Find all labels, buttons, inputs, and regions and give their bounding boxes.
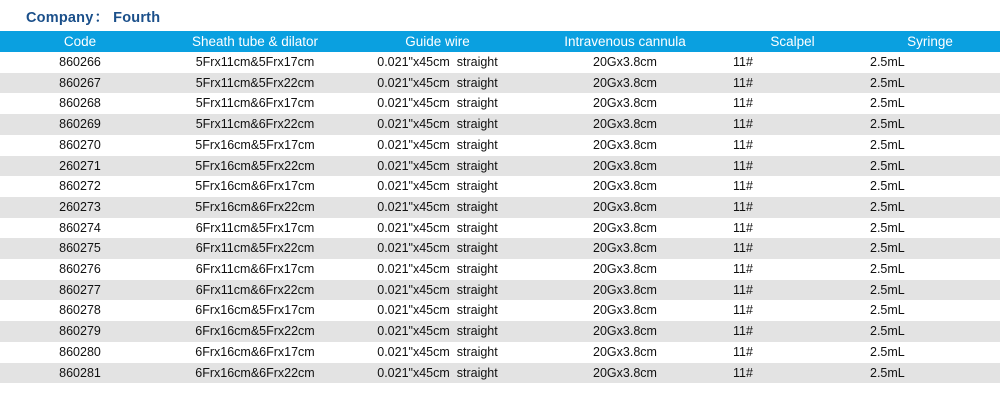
cell-syringe: 2.5mL (860, 280, 1000, 301)
table-row (0, 156, 1000, 177)
table-row (0, 259, 1000, 280)
cell-syringe: 2.5mL (860, 135, 1000, 156)
table-row (0, 73, 1000, 94)
cell-code: 860272 (0, 176, 160, 197)
cell-scalpel: 11# (725, 238, 860, 259)
cell-sheath-tube-dilator: 6Frx11cm&6Frx22cm (160, 280, 350, 301)
guide-wire-text: 0.021"x45cm straight (377, 96, 498, 111)
table-row (0, 176, 1000, 197)
cell-code: 860266 (0, 52, 160, 73)
cell-scalpel: 11# (725, 156, 860, 177)
cell-intravenous-cannula: 20Gx3.8cm (525, 156, 725, 177)
table-header-row (0, 31, 1000, 52)
guide-wire-text: 0.021"x45cm straight (377, 241, 498, 256)
cell-syringe: 2.5mL (860, 321, 1000, 342)
cell-scalpel: 11# (725, 93, 860, 114)
cell-guide-wire (350, 135, 525, 156)
guide-wire-text: 0.021"x45cm straight (377, 158, 498, 173)
cell-intravenous-cannula: 20Gx3.8cm (525, 238, 725, 259)
cell-code: 860270 (0, 135, 160, 156)
guide-wire-text: 0.021"x45cm straight (377, 262, 498, 277)
cell-guide-wire (350, 197, 525, 218)
cell-guide-wire (350, 73, 525, 94)
cell-code: 860267 (0, 73, 160, 94)
cell-guide-wire (350, 238, 525, 259)
table-row (0, 321, 1000, 342)
company-value: Fourth (113, 10, 161, 26)
cell-scalpel: 11# (725, 73, 860, 94)
guide-wire-text: 0.021"x45cm straight (377, 365, 498, 380)
guide-wire-text: 0.021"x45cm straight (377, 55, 498, 69)
cell-intravenous-cannula: 20Gx3.8cm (525, 197, 725, 218)
cell-intravenous-cannula: 20Gx3.8cm (525, 363, 725, 384)
cell-scalpel: 11# (725, 280, 860, 301)
cell-guide-wire (350, 52, 525, 73)
cell-code: 860278 (0, 300, 160, 321)
cell-scalpel: 11# (725, 114, 860, 135)
cell-scalpel: 11# (725, 135, 860, 156)
cell-sheath-tube-dilator: 5Frx16cm&5Frx17cm (160, 135, 350, 156)
cell-sheath-tube-dilator: 5Frx16cm&6Frx17cm (160, 176, 350, 197)
cell-code: 860275 (0, 238, 160, 259)
company-label: Company (26, 10, 94, 26)
guide-wire-text: 0.021"x45cm straight (377, 137, 498, 152)
table-row (0, 218, 1000, 239)
cell-guide-wire (350, 363, 525, 384)
cell-sheath-tube-dilator: 5Frx16cm&6Frx22cm (160, 197, 350, 218)
column-header-scalpel: Scalpel (725, 31, 860, 52)
cell-intravenous-cannula: 20Gx3.8cm (525, 52, 725, 73)
guide-wire-text: 0.021"x45cm straight (377, 344, 498, 359)
table-row (0, 342, 1000, 363)
cell-code: 860276 (0, 259, 160, 280)
table-row (0, 93, 1000, 114)
cell-scalpel: 11# (725, 176, 860, 197)
cell-sheath-tube-dilator: 5Frx11cm&5Frx17cm (160, 52, 350, 73)
cell-intravenous-cannula: 20Gx3.8cm (525, 73, 725, 94)
cell-intravenous-cannula: 20Gx3.8cm (525, 259, 725, 280)
cell-code: 260271 (0, 156, 160, 177)
cell-guide-wire (350, 156, 525, 177)
guide-wire-text: 0.021"x45cm straight (377, 220, 498, 235)
cell-sheath-tube-dilator: 5Frx16cm&5Frx22cm (160, 156, 350, 177)
cell-syringe: 2.5mL (860, 52, 1000, 73)
guide-wire-text: 0.021"x45cm straight (377, 117, 498, 132)
column-header-intravenous-cannula: Intravenous cannula (525, 31, 725, 52)
guide-wire-text: 0.021"x45cm straight (377, 199, 498, 214)
cell-scalpel: 11# (725, 218, 860, 239)
cell-intravenous-cannula: 20Gx3.8cm (525, 300, 725, 321)
table-body (0, 52, 1000, 383)
cell-syringe: 2.5mL (860, 259, 1000, 280)
cell-scalpel: 11# (725, 321, 860, 342)
cell-intravenous-cannula: 20Gx3.8cm (525, 280, 725, 301)
cell-guide-wire (350, 300, 525, 321)
cell-sheath-tube-dilator: 6Frx11cm&6Frx17cm (160, 259, 350, 280)
cell-sheath-tube-dilator: 6Frx16cm&5Frx22cm (160, 321, 350, 342)
cell-guide-wire (350, 259, 525, 280)
cell-scalpel: 11# (725, 259, 860, 280)
cell-syringe: 2.5mL (860, 238, 1000, 259)
cell-guide-wire (350, 342, 525, 363)
table-row (0, 363, 1000, 384)
cell-sheath-tube-dilator: 6Frx16cm&5Frx17cm (160, 300, 350, 321)
cell-sheath-tube-dilator: 5Frx11cm&6Frx22cm (160, 114, 350, 135)
table-row (0, 135, 1000, 156)
cell-code: 260273 (0, 197, 160, 218)
cell-sheath-tube-dilator: 6Frx11cm&5Frx17cm (160, 218, 350, 239)
cell-code: 860268 (0, 93, 160, 114)
column-header-guide-wire: Guide wire (350, 31, 525, 52)
cell-syringe: 2.5mL (860, 114, 1000, 135)
table-row (0, 280, 1000, 301)
cell-intravenous-cannula: 20Gx3.8cm (525, 342, 725, 363)
cell-syringe: 2.5mL (860, 156, 1000, 177)
table-row (0, 300, 1000, 321)
cell-sheath-tube-dilator: 5Frx11cm&5Frx22cm (160, 73, 350, 94)
company-header (0, 0, 1000, 31)
guide-wire-text: 0.021"x45cm straight (377, 282, 498, 297)
cell-guide-wire (350, 321, 525, 342)
cell-intravenous-cannula: 20Gx3.8cm (525, 321, 725, 342)
cell-syringe: 2.5mL (860, 176, 1000, 197)
table-row (0, 197, 1000, 218)
cell-scalpel: 11# (725, 52, 860, 73)
cell-scalpel: 11# (725, 300, 860, 321)
cell-code: 860269 (0, 114, 160, 135)
guide-wire-text: 0.021"x45cm straight (377, 75, 498, 90)
cell-guide-wire (350, 114, 525, 135)
cell-intravenous-cannula: 20Gx3.8cm (525, 218, 725, 239)
cell-code: 860280 (0, 342, 160, 363)
table-row (0, 114, 1000, 135)
cell-scalpel: 11# (725, 342, 860, 363)
cell-syringe: 2.5mL (860, 218, 1000, 239)
cell-code: 860281 (0, 363, 160, 384)
cell-syringe: 2.5mL (860, 93, 1000, 114)
cell-sheath-tube-dilator: 5Frx11cm&6Frx17cm (160, 93, 350, 114)
table-row (0, 52, 1000, 73)
cell-syringe: 2.5mL (860, 342, 1000, 363)
cell-syringe: 2.5mL (860, 73, 1000, 94)
cell-intravenous-cannula: 20Gx3.8cm (525, 93, 725, 114)
company-colon: ： (94, 10, 110, 26)
table-row (0, 238, 1000, 259)
cell-guide-wire (350, 280, 525, 301)
cell-syringe: 2.5mL (860, 363, 1000, 384)
guide-wire-text: 0.021"x45cm straight (377, 179, 498, 194)
cell-intravenous-cannula: 20Gx3.8cm (525, 176, 725, 197)
specification-table (0, 31, 1000, 383)
cell-guide-wire (350, 218, 525, 239)
cell-intravenous-cannula: 20Gx3.8cm (525, 135, 725, 156)
cell-guide-wire (350, 93, 525, 114)
cell-code: 860274 (0, 218, 160, 239)
cell-scalpel: 11# (725, 363, 860, 384)
column-header-code: Code (0, 31, 160, 52)
guide-wire-text: 0.021"x45cm straight (377, 324, 498, 339)
cell-sheath-tube-dilator: 6Frx11cm&5Frx22cm (160, 238, 350, 259)
cell-code: 860277 (0, 280, 160, 301)
column-header-sheath-tube-dilator: Sheath tube & dilator (160, 31, 350, 52)
cell-guide-wire (350, 176, 525, 197)
guide-wire-text: 0.021"x45cm straight (377, 303, 498, 318)
cell-syringe: 2.5mL (860, 197, 1000, 218)
column-header-syringe: Syringe (860, 31, 1000, 52)
cell-intravenous-cannula: 20Gx3.8cm (525, 114, 725, 135)
cell-syringe: 2.5mL (860, 300, 1000, 321)
table-header (0, 31, 1000, 52)
cell-scalpel: 11# (725, 197, 860, 218)
cell-code: 860279 (0, 321, 160, 342)
cell-sheath-tube-dilator: 6Frx16cm&6Frx17cm (160, 342, 350, 363)
cell-sheath-tube-dilator: 6Frx16cm&6Frx22cm (160, 363, 350, 384)
